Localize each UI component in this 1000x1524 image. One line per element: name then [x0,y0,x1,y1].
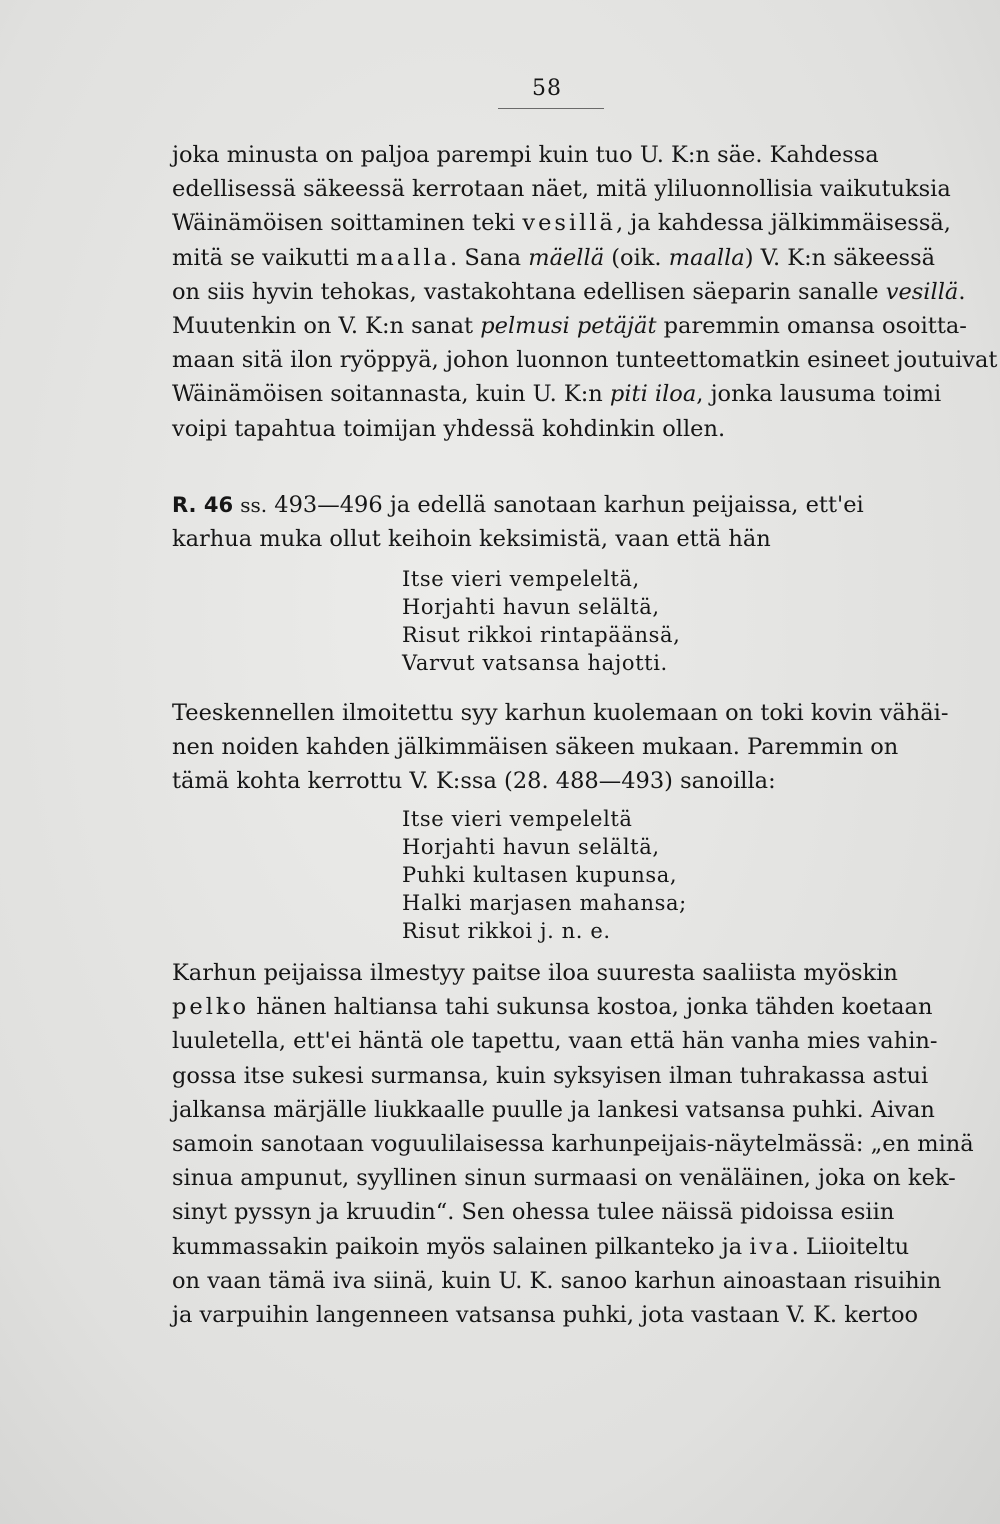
text-segment: hänen haltiansa tahi sukunsa kostoa, jonka tähden koetaan [249,994,933,1021]
text-segment: Wäinämöisen soittaminen teki [172,210,523,237]
italic-emphasis: mäellä [528,244,605,271]
section-label: R. 46 [172,493,234,517]
text-segment: . Liioiteltu [791,1233,910,1260]
section-paragraph [172,488,924,556]
spaced-emphasis: maalla [356,244,451,271]
para1-line [172,206,951,240]
header-rule [498,108,604,109]
para3-line: sinyt pyssyn ja kruudin“. Sen ohessa tulee näissä pidoissa esiin [172,1199,895,1226]
paragraph-2 [172,696,949,799]
text-segment: Wäinämöisen soitannasta, kuin U. K:n [172,381,610,408]
paragraph-3 [172,956,974,1332]
text-segment: on siis hyvin tehokas, vastakohtana edellisen säeparin sanalle [172,278,886,305]
para1-line: joka minusta on paljoa parempi kuin tuo U. K:n säe. Kahdessa [172,142,879,168]
para3-line: Karhun peijaissa ilmestyy paitse iloa suuresta saaliista myöskin [172,960,898,986]
spaced-emphasis: iva [749,1233,792,1260]
italic-emphasis: pelmusi petäjät [480,313,657,340]
para2-line: nen noiden kahden jälkimmäisen säkeen mukaan. Paremmin on [172,734,899,761]
text-segment: Muutenkin on V. K:n sanat [172,313,481,340]
verse-line: Halki marjasen mahansa; [402,891,687,915]
para3-line: gossa itse sukesi surmansa, kuin syksyisen ilman tuhrakassa astui [172,1062,929,1089]
italic-emphasis: maalla [668,244,745,271]
verse-line: Itse vieri vempeleltä [402,807,633,831]
verse-line: Risut rikkoi rintapäänsä, [402,623,681,647]
paragraph-1 [172,138,998,446]
verse-line: Risut rikkoi j. n. e. [402,919,611,943]
spaced-emphasis: vesillä [522,210,616,237]
italic-emphasis: vesillä [885,278,959,305]
section-line-1-text: 493—496 ja edellä sanotaan karhun peijaissa, ett'ei [267,492,864,518]
verse-2 [402,805,822,945]
page-number: 58 [532,76,562,101]
para3-line: ja varpuihin langenneen vatsansa puhki, jota vastaan V. K. kertoo [172,1302,919,1329]
para2-line: tämä kohta kerrottu V. K:ssa (28. 488—493) sanoilla: [172,768,776,795]
para1-line [172,275,966,309]
text-segment: . Sana [450,244,529,271]
para1-line: voipi tapahtua toimijan yhdessä kohdinkin ollen. [172,415,726,442]
para1-line: maan sitä ilon ryöppyä, johon luonnon tunteettomatkin esineet joutuivat [172,347,998,374]
para2-line: Teeskennellen ilmoitettu syy karhun kuolemaan on toki kovin vähäi- [172,700,949,726]
verse-line: Horjahti havun selältä, [402,595,660,619]
text-segment: (oik. [604,244,669,271]
para1-line [172,377,942,411]
text-segment: mitä se vaikutti [172,244,357,271]
para3-line: on vaan tämä iva siinä, kuin U. K. sanoo karhun ainoastaan risuihin [172,1267,942,1294]
text-segment: . [958,278,966,305]
para3-line [172,1230,924,1264]
para3-line: samoin sanotaan voguulilaisessa karhunpeijais-näytelmässä: „en minä [172,1131,974,1158]
para1-line [172,309,967,343]
italic-emphasis: piti iloa [609,381,697,408]
text-segment: paremmin omansa osoitta- [656,313,967,340]
verse-1 [402,565,822,677]
spaced-emphasis: pelko [172,994,250,1021]
text-segment: , jonka lausuma toimi [696,381,942,408]
para3-line: sinua ampunut, syyllinen sinun surmaasi on venäläinen, joka on kek- [172,1165,956,1192]
para1-line [172,241,936,275]
verse-line: Horjahti havun selältä, [402,835,660,859]
verse-line: Varvut vatsansa hajotti. [402,651,668,675]
section-line-2: karhua muka ollut keihoin keksimistä, vaan että hän [172,526,771,553]
para3-line: luuletella, ett'ei häntä ole tapettu, vaan että hän vanha mies vahin- [172,1028,938,1055]
verse-line: Itse vieri vempeleltä, [402,567,640,591]
text-segment: kummassakin paikoin myös salainen pilkanteko ja [172,1233,750,1260]
para1-line: edellisessä säkeessä kerrotaan näet, mitä yliluonnollisia vaikutuksia [172,176,951,203]
verse-line: Puhki kultasen kupunsa, [402,863,678,887]
section-ss: ss. [240,493,268,517]
para3-line [172,990,933,1024]
section-line-1 [172,488,924,522]
text-segment: , ja kahdessa jälkimmäisessä, [615,210,951,237]
para3-line: jalkansa märjälle liukkaalle puulle ja lankesi vatsansa puhki. Aivan [172,1096,935,1123]
text-segment: ) V. K:n säkeessä [744,244,936,271]
